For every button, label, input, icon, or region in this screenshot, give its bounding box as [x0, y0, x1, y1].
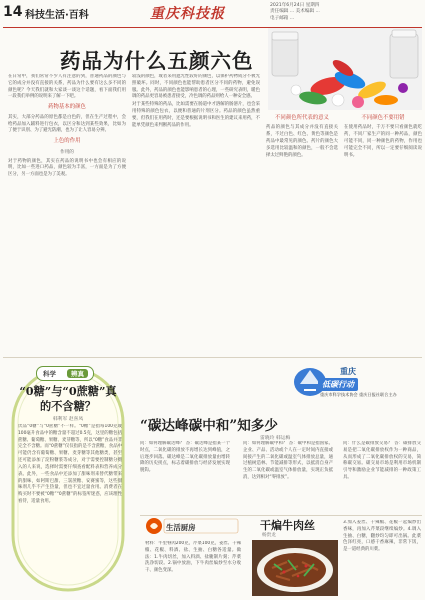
- sugar-article-body: 饮品“0糖”与“0蔗糖”不一样。“0糖”是指每100克或100毫升食品中的糖含量不超过0.5克，这里的糖包括蔗糖、葡萄糖、果糖、麦芽糖等，所以“0糖”食品并非完全不含糖。而“0蔗糖”仅仅指的是不含蔗糖，食品中可能仍含有葡萄糖、果糖、麦芽糖等其他糖类，甚至还可能添加了淀粉糖浆等成分，对于需要控制糖分摄入的人来说，选择时需要仔细查看配料表和营养成分表。此外，一些食品中还添加了甜味剂来替代糖带来的甜味，如阿斯巴甜、三氯蔗糖、安赛蜜等，这些甜味剂几乎不产生热量，但也不宜过量食用。消费者在购买时不要被“0糖”“0蔗糖”的标签所迷惑，应该理性看待，适量食用。: [18, 424, 122, 505]
- header-date: 2021年6月24日 星期四: [270, 3, 320, 8]
- low-carbon-badge-sub: 重庆市科学技术协会 重庆日报社联合主办: [320, 392, 397, 397]
- header-editors: 责任编辑 ... 美术编辑 ...: [270, 9, 320, 15]
- header-email: 电子邮箱 ...: [270, 15, 295, 21]
- carbon-column-1: 问：如何理解碳达峰？ 答：碳达峰是指某一个时点，二氧化碳的排放不再增长达到峰值，之后逐步回落。碳达峰是二氧化碳排放量由增转降的历史拐点，标志着碳排放与经济发展实现脱钩。: [140, 441, 230, 474]
- recipe-title: 干煸牛肉丝: [260, 519, 315, 532]
- page-header: [0, 0, 425, 30]
- pills-illustration: [268, 28, 422, 110]
- kepu-badge: [36, 366, 94, 381]
- pill-subhead-2b: 作用的: [60, 149, 74, 155]
- pill-col2-text: 较浅的颜色，或者采用遮光性较好的颜色，以保护药物成分不被光照破坏。同时，不同颜色也能帮助患者区分不同的药物，避免误服。此外，药品的颜色也能影响患者的心理，一些研究表明，暖色调的药品更容易被患者接受，冷色调的药品则给人一种安全感。: [132, 74, 260, 100]
- pill-column-4: [344, 112, 422, 354]
- pill-col3-text: 对于某些特殊的药品，比如需要在肠道中才溶解的肠溶片，也会采用特殊的颜色包衣，以便和普通的片剂区分。药品的颜色虽然重要，但我们在用药时，还是要根据说明书和医生的建议来用药，不能单凭颜色来判断药品的作用。: [132, 102, 260, 128]
- page-number: 14: [3, 4, 23, 20]
- low-carbon-badge-top: 重庆: [340, 367, 356, 376]
- masthead: 重庆科技报: [150, 6, 225, 22]
- recipe-author: 杨贵龙: [262, 533, 276, 538]
- section-name: 科技生活·百科: [25, 10, 89, 21]
- carbon-recipe-divider: [140, 515, 422, 516]
- pill-article-title: 药品为什么五颜六色: [60, 49, 254, 73]
- carbon-column-3: 问：什么是碳排放交易？ 答：碳排放交易是把二氧化碳排放权作为一种商品，从而形成了二氧化碳排放权的交易，简称碳交易。碳交易市场是利用市场机制引导和激励企业节能减排的一种政策工具。: [343, 441, 421, 481]
- pill-column-1: [8, 74, 126, 354]
- kitchen-logo-text: 生活厨房: [166, 523, 196, 532]
- low-carbon-badge-mid: 低碳行动: [318, 378, 358, 391]
- pill-column-3: [266, 112, 338, 354]
- header-meta: [270, 3, 422, 22]
- pill-intro: 在日常中，我们常常不少人有注意的到，普通药品的颜色与它的成分并没有直接的关系，药品为什么要有这么多不同的颜色呢？今天我们就和大家谈一谈这个话题，看下面我们用一段我们举例的说明来了解一下吧。: [8, 74, 126, 100]
- kepu-badge-text-2: 辨真: [67, 369, 88, 378]
- beef-dish-photo: [252, 540, 338, 596]
- pill-subhead-4: 不同颜色不要用错: [361, 115, 405, 121]
- pill-subhead-3: 不同颜色所代表的意义: [275, 115, 329, 121]
- recipe-column-1: 材料：牛里脊肉200克，芹菜100克，姜丝、干辣椒、花椒、料酒、盐、生抽、白糖各适量。做法：1.牛肉切丝，加入料酒、盐腌制片刻；芹菜洗净切段。2.锅中放油，下牛肉丝煸炒至水分收干、颜色变深。: [145, 541, 241, 574]
- pill-subhead-1: 药物基本的颜色: [48, 104, 86, 111]
- carbon-column-2: 问：如何理解碳中和？ 答：碳中和是指国家、企业、产品、活动或个人在一定时间内直接或间接产生的二氧化碳或温室气体排放总量，通过植树造林、节能减排等形式，以抵消自身产生的二氧化碳或温室气体排放量，实现正负抵消，达到相对“零排放”。: [243, 441, 333, 481]
- pill-col1-text: 其实，大部分药品的原色都是白色的，但在生产过程中，会给药品加入辅料进行包衣，以区分和达到某些效果，比如为了便于识别、为了避光防潮，也为了让人容易分辨。: [8, 114, 126, 134]
- sugar-article-author: 韩利军 赵喜凤: [52, 417, 84, 422]
- section-divider: [3, 357, 422, 358]
- pill-col4b-text: 在使用药品时，千万不要只看颜色就吃药，不同厂家生产的同一种药品，颜色可能不同，同一种颜色的药物，作用也可能完全不同，所以一定要仔细阅读说明书。: [344, 125, 422, 158]
- pill-col1b-text: 对于药物的颜色，其实在药品的说明书中也会有相应的说明，比如一些进口药品，颜色较为丰富，一方面是为了方便区分，另一方面也是为了美观。: [8, 158, 126, 178]
- pill-col4-text: 药品的颜色与其成分并没有直接关系，不过白色、红色、黄色等颜色是药品中最常见的颜色。药片的颜色大多选用比较温和的颜色，一般不会选择太过鲜艳的颜色。: [266, 125, 338, 158]
- pill-subhead-2: 上色的作用: [53, 138, 81, 145]
- carbon-article-title: “碳达峰碳中和”知多少: [140, 418, 278, 434]
- sugar-article-title: “0糖”与“0蔗糖”真的不含糖？: [19, 384, 117, 413]
- recipe-column-2: 3.加入姜丝、干辣椒、花椒一起煸炒出香味，再加入芹菜段继续煸炒。4.调入生抽、白糖，翻炒均匀即可出锅。此菜色泽红亮，口感干香麻辣，非常下饭，是一道经典的川菜。: [343, 520, 421, 553]
- carbon-article-author: 雷晓玲 韩运梅: [260, 436, 291, 441]
- pill-column-2: [132, 74, 260, 354]
- kepu-badge-text-1: 科学: [43, 370, 56, 378]
